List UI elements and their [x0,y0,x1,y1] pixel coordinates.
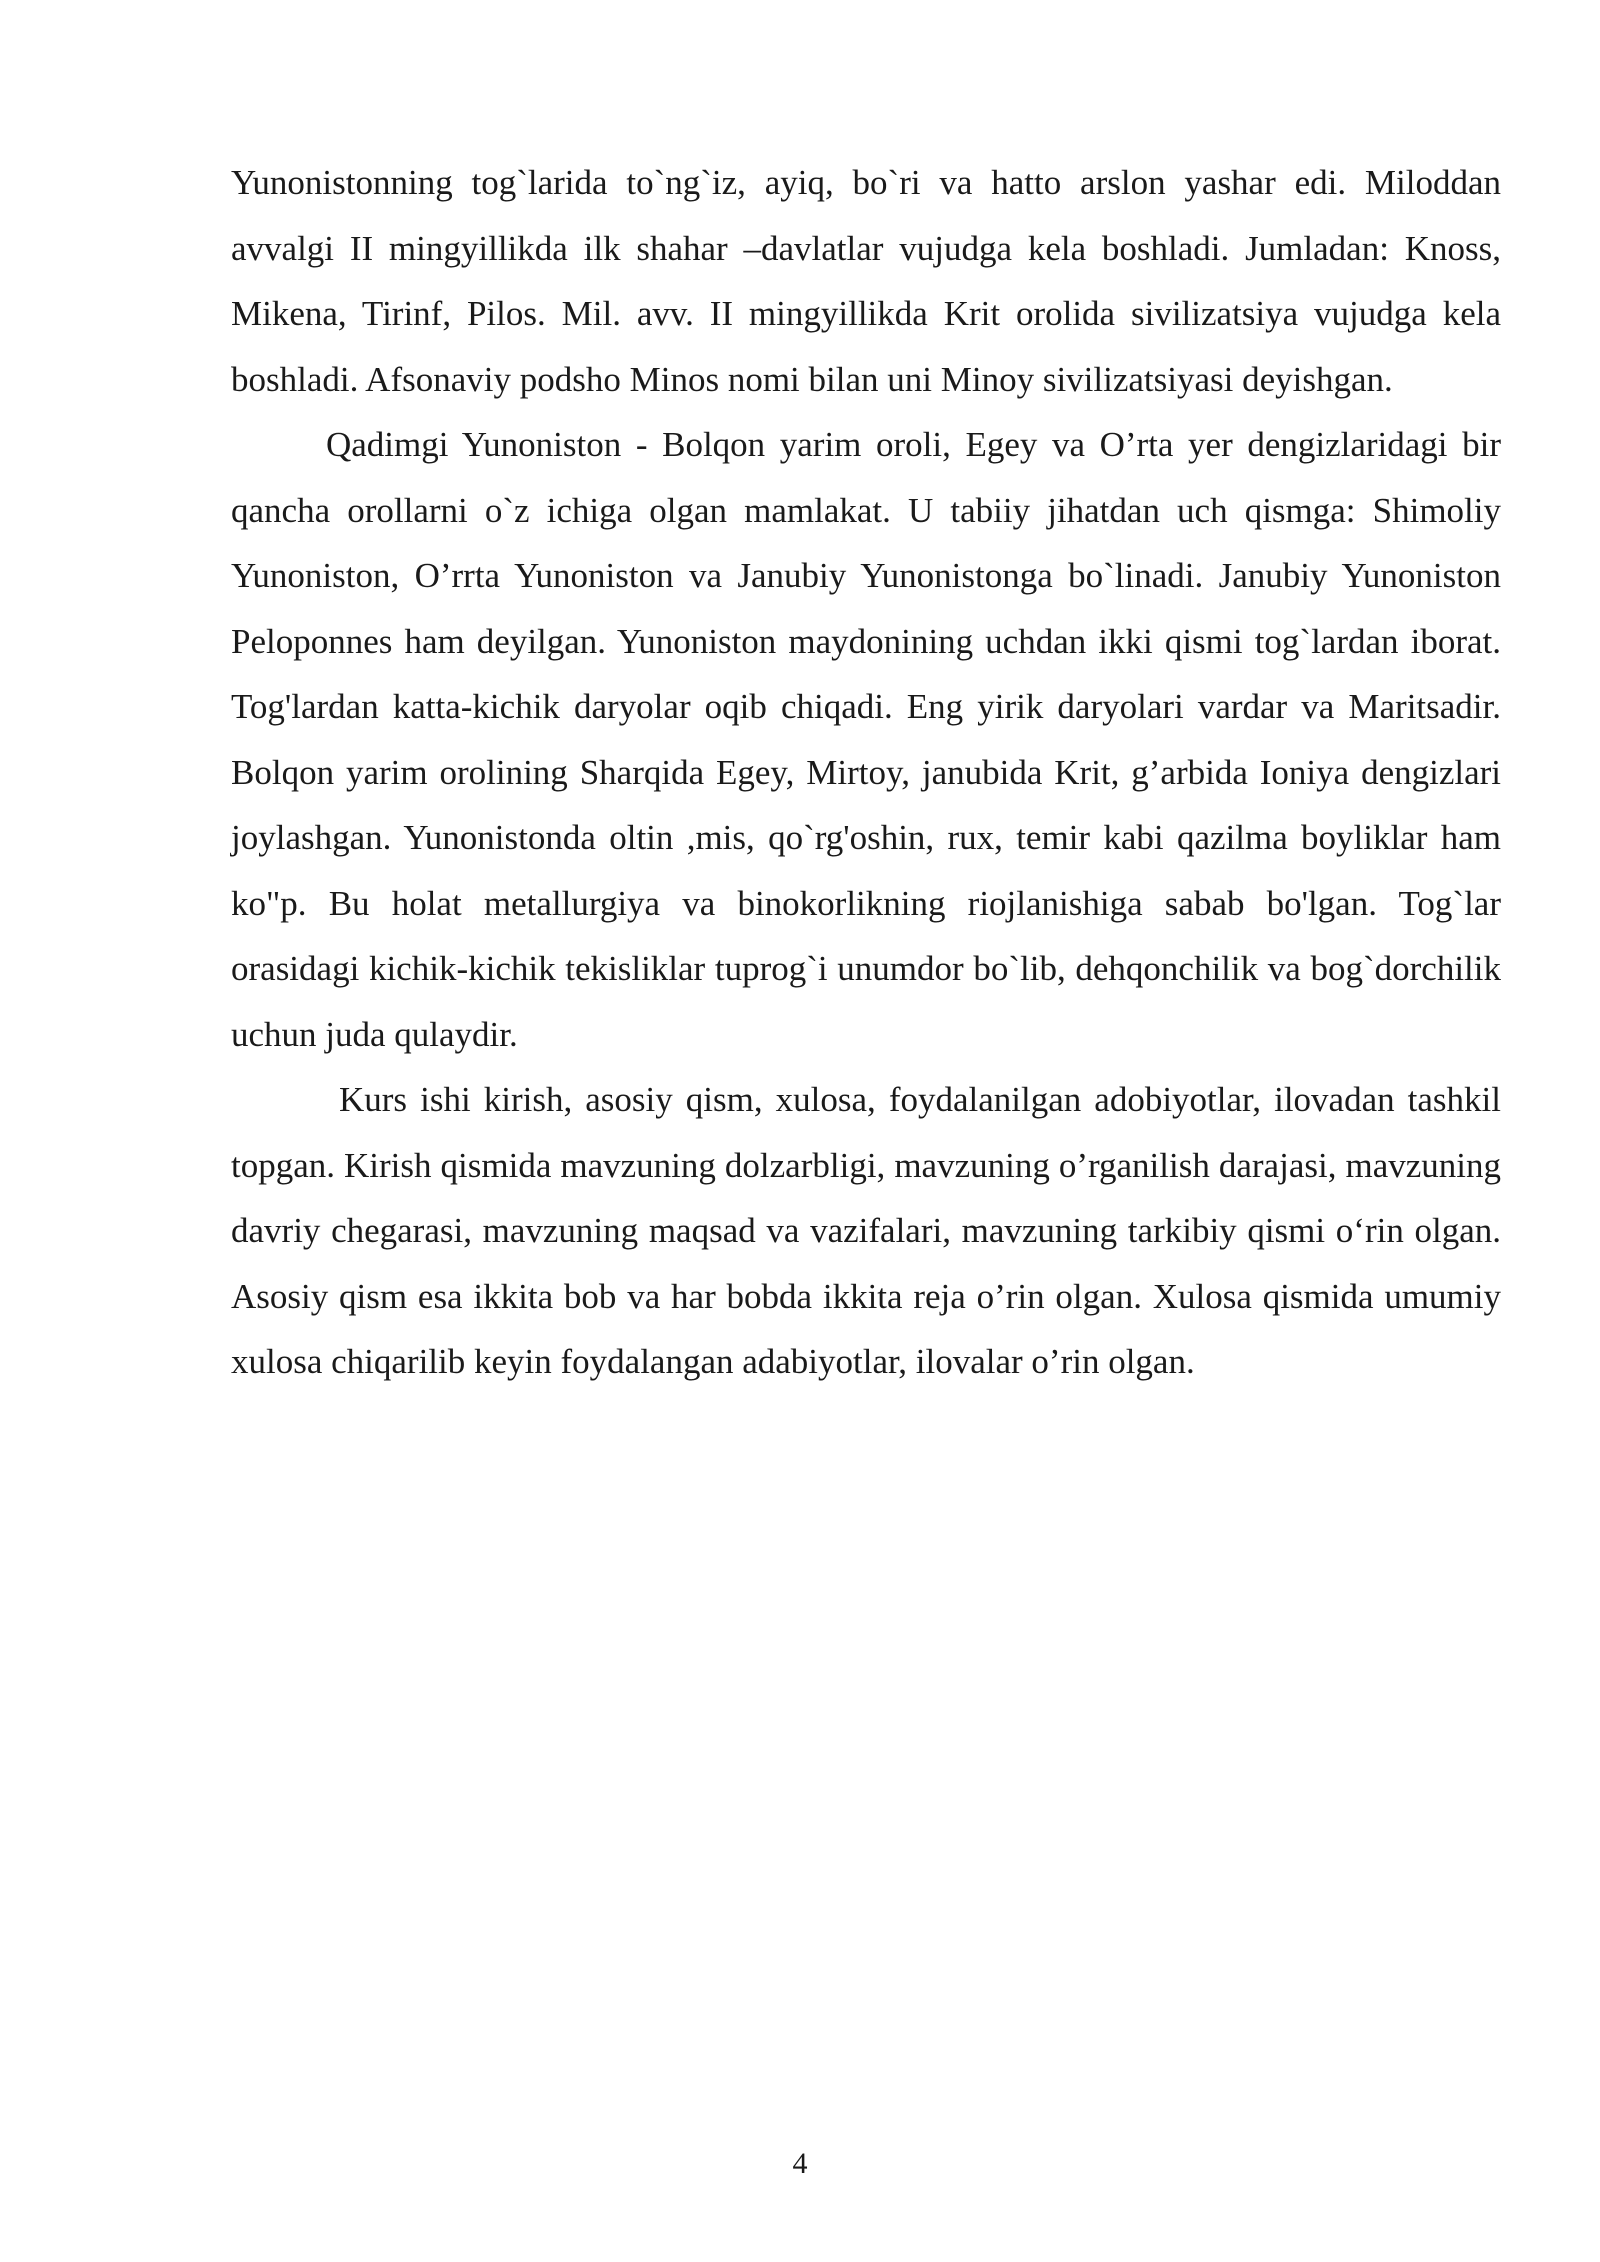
paragraph-1: Yunonistonning tog`larida to`ng`iz, ayiq, bo`ri va hatto arslon yashar edi. Miloddan avvalgi II mingyillikda ilk shahar –davlatlar vujudga kela boshladi. Jumladan: Knoss, Mikena, Tirinf, Pilos. Mil. avv. II mingyillikda Krit orolida sivilizatsiya vujudga kela boshladi. Afsonaviy podsho Minos nomi bilan uni Minoy sivilizatsiyasi deyishgan. [231,163,1501,399]
paragraph-3: Kurs ishi kirish, asosiy qism, xulosa, foydalanilgan adobiyotlar, ilovadan tashkil topgan. Kirish qismida mavzuning dolzarbligi, mavzuning o’rganilish darajasi, mavzuning davriy chegarasi, mavzuning maqsad va vazifalari, mavzuning tarkibiy qismi o‘rin olgan. Asosiy qism esa ikkita bob va har bobda ikkita reja o’rin olgan. Xulosa qismida umumiy xulosa chiqarilib keyin foydalangan adabiyotlar, ilovalar o’rin olgan. [231,1080,1501,1381]
paragraph-2: Qadimgi Yunoniston - Bolqon yarim oroli, Egey va O’rta yer dengizlaridagi bir qancha orollarni o`z ichiga olgan mamlakat. U tabiiy jihatdan uch qismga: Shimoliy Yunoniston, O’rrta Yunoniston va Janubiy Yunonistonga bo`linadi. Janubiy Yunoniston Peloponnes ham deyilgan. Yunoniston maydonining uchdan ikki qismi tog`lardan iborat. Tog'lardan katta-kichik daryolar oqib chiqadi. Eng yirik daryolari vardar va Maritsadir. Bolqon yarim orolining Sharqida Egey, Mirtoy, janubida Krit, g’arbida Ioniya dengizlari joylashgan. Yunonistonda oltin ,mis, qo`rg'oshin, rux, temir kabi qazilma boyliklar ham ko"p. Bu holat metallurgiya va binokorlikning riojlanishiga sabab bo'lgan. Tog`lar orasidagi kichik-kichik tekisliklar tuprog`i unumdor bo`lib, dehqonchilik va bog`dorchilik uchun juda qulaydir. [231,425,1501,1054]
document-body [231,150,1501,1395]
page-number: 4 [792,2147,808,2180]
